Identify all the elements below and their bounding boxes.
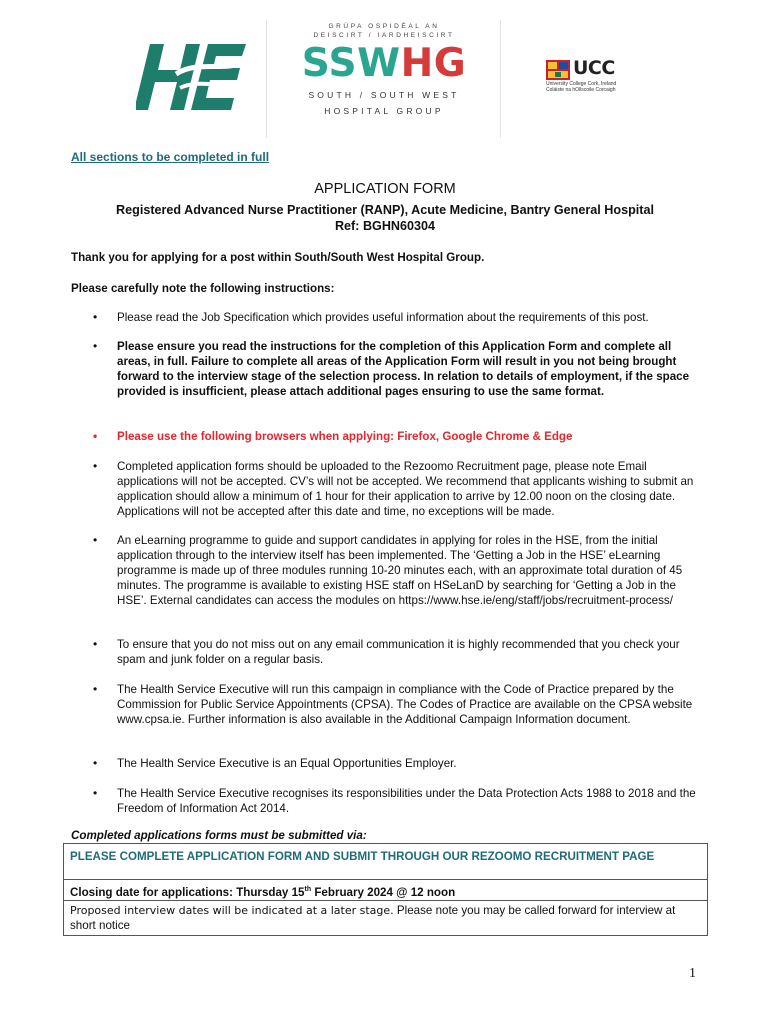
list-item: The Health Service Executive will run this campaign in compliance with the Code of Practice prepared by the Commission for Public Service Appointments (CPSA). The Codes of Practice are available on the CPSA website www.cpsa.ie. Further information is also available in the Additional Campaign Information document.: [117, 683, 693, 726]
list-item: An eLearning programme to guide and support candidates in applying for roles in the HSE, from the initial application through to the interview itself has been implemented. The ‘Getting a Job in the HSE’ eLearning programme is made up of three modules running 10-20 minutes each, with an approximate total duration of 45 minutes. The programme is available to existing HSE staff on HSeLanD by searching for ‘Getting a Job in the HSE’. External candidates can access the modules on https://www.hse.ie/eng/staff/jobs/recruitment-process/: [117, 534, 683, 607]
bullet-icon: •: [93, 533, 98, 547]
browser-warning: Please use the following browsers when applying: Firefox, Google Chrome & Edge: [117, 430, 573, 443]
list-item: Please read the Job Specification which provides useful information about the requirements of this post.: [117, 311, 649, 324]
submit-instruction: PLEASE COMPLETE APPLICATION FORM AND SUBMIT THROUGH OUR REZOOMO RECRUITMENT PAGE: [70, 850, 655, 863]
sswhg-logo: [268, 22, 500, 134]
bullet-icon: •: [93, 429, 98, 443]
submitted-via-heading: Completed applications forms must be submitted via:: [71, 829, 367, 842]
sswhg-bottom-line2: HOSPITAL GROUP: [324, 106, 444, 116]
list-item: To ensure that you do not miss out on any email communication it is highly recommended that you check your spam and junk folder on a regular basis.: [117, 638, 680, 666]
closing-date: [70, 882, 455, 900]
hse-logo: [136, 38, 248, 114]
submission-box: [63, 843, 708, 936]
list-item: Completed application forms should be uploaded to the Rezoomo Recruitment page, please note Email applications will not be accepted. CV’s will not be accepted. We recommend that applicants wishing to submit an application should allow a minimum of 1 hour for their application to arrive by 12.00 noon on the closing date. Applications will not be accepted after this date and time, no exceptions will be made.: [117, 460, 694, 518]
list-item: The Health Service Executive recognises its responsibilities under the Data Protection Acts 1988 to 2018 and the Freedom of Information Act 2014.: [117, 787, 696, 815]
closing-date-prefix: Closing date for applications: Thursday 15: [70, 885, 305, 899]
thanks-text: Thank you for applying for a post within South/South West Hospital Group.: [71, 251, 485, 264]
ucc-logo: [546, 58, 636, 92]
sswhg-wordmark: SSWHG: [301, 41, 467, 86]
ucc-name: UCC: [573, 57, 615, 79]
page-number: 1: [689, 966, 696, 981]
ucc-crest-icon: [546, 60, 570, 80]
ucc-subtitle-irish: Coláiste na hOllscoile Corcaigh: [546, 87, 616, 93]
list-item: The Health Service Executive is an Equal Opportunities Employer.: [117, 757, 457, 770]
bullet-icon: •: [93, 310, 98, 324]
ucc-subtitle: University College Cork, Ireland: [546, 81, 617, 87]
box-divider: [64, 900, 707, 901]
sswhg-top-line1: GRÚPA OSPIDÉAL AN: [328, 23, 440, 30]
header-divider: [266, 20, 267, 138]
interview-notice: Please note you may be called forward for interview at short notice: [70, 904, 676, 932]
bullet-icon: •: [93, 637, 98, 651]
header-divider: [500, 20, 501, 138]
interview-note: [70, 903, 698, 933]
list-item: Please ensure you read the instructions for the completion of this Application Form and complete all areas, in full. Failure to complete all areas of the Application Form will result in you not being brought forward to the interview stage of the selection process. In relation to details of employment, if the space provided is insufficient, please attach additional pages ensuring to use the same format.: [117, 340, 690, 398]
box-divider: [64, 879, 707, 880]
page-title: APPLICATION FORM: [314, 181, 456, 197]
interview-dates: Proposed interview dates will be indicated at a later stage.: [70, 904, 394, 917]
bullet-icon: •: [93, 682, 98, 696]
all-sections-notice: All sections to be completed in full: [71, 150, 270, 164]
sswhg-top-line2: DEISCIRT / IARDHEISCIRT: [313, 32, 455, 39]
instructions-heading: Please carefully note the following instructions:: [71, 282, 335, 295]
bullet-icon: •: [93, 459, 98, 473]
closing-date-sup: th: [304, 886, 312, 893]
closing-date-suffix: February 2024 @ 12 noon: [311, 885, 456, 899]
sswhg-bottom-line1: SOUTH / SOUTH WEST: [308, 90, 460, 100]
bullet-icon: •: [93, 756, 98, 770]
bullet-icon: •: [93, 786, 98, 800]
bullet-icon: •: [93, 339, 98, 353]
post-reference: Ref: BGHN60304: [334, 219, 436, 233]
post-title: Registered Advanced Nurse Practitioner (RANP), Acute Medicine, Bantry General Hospital: [116, 203, 654, 217]
